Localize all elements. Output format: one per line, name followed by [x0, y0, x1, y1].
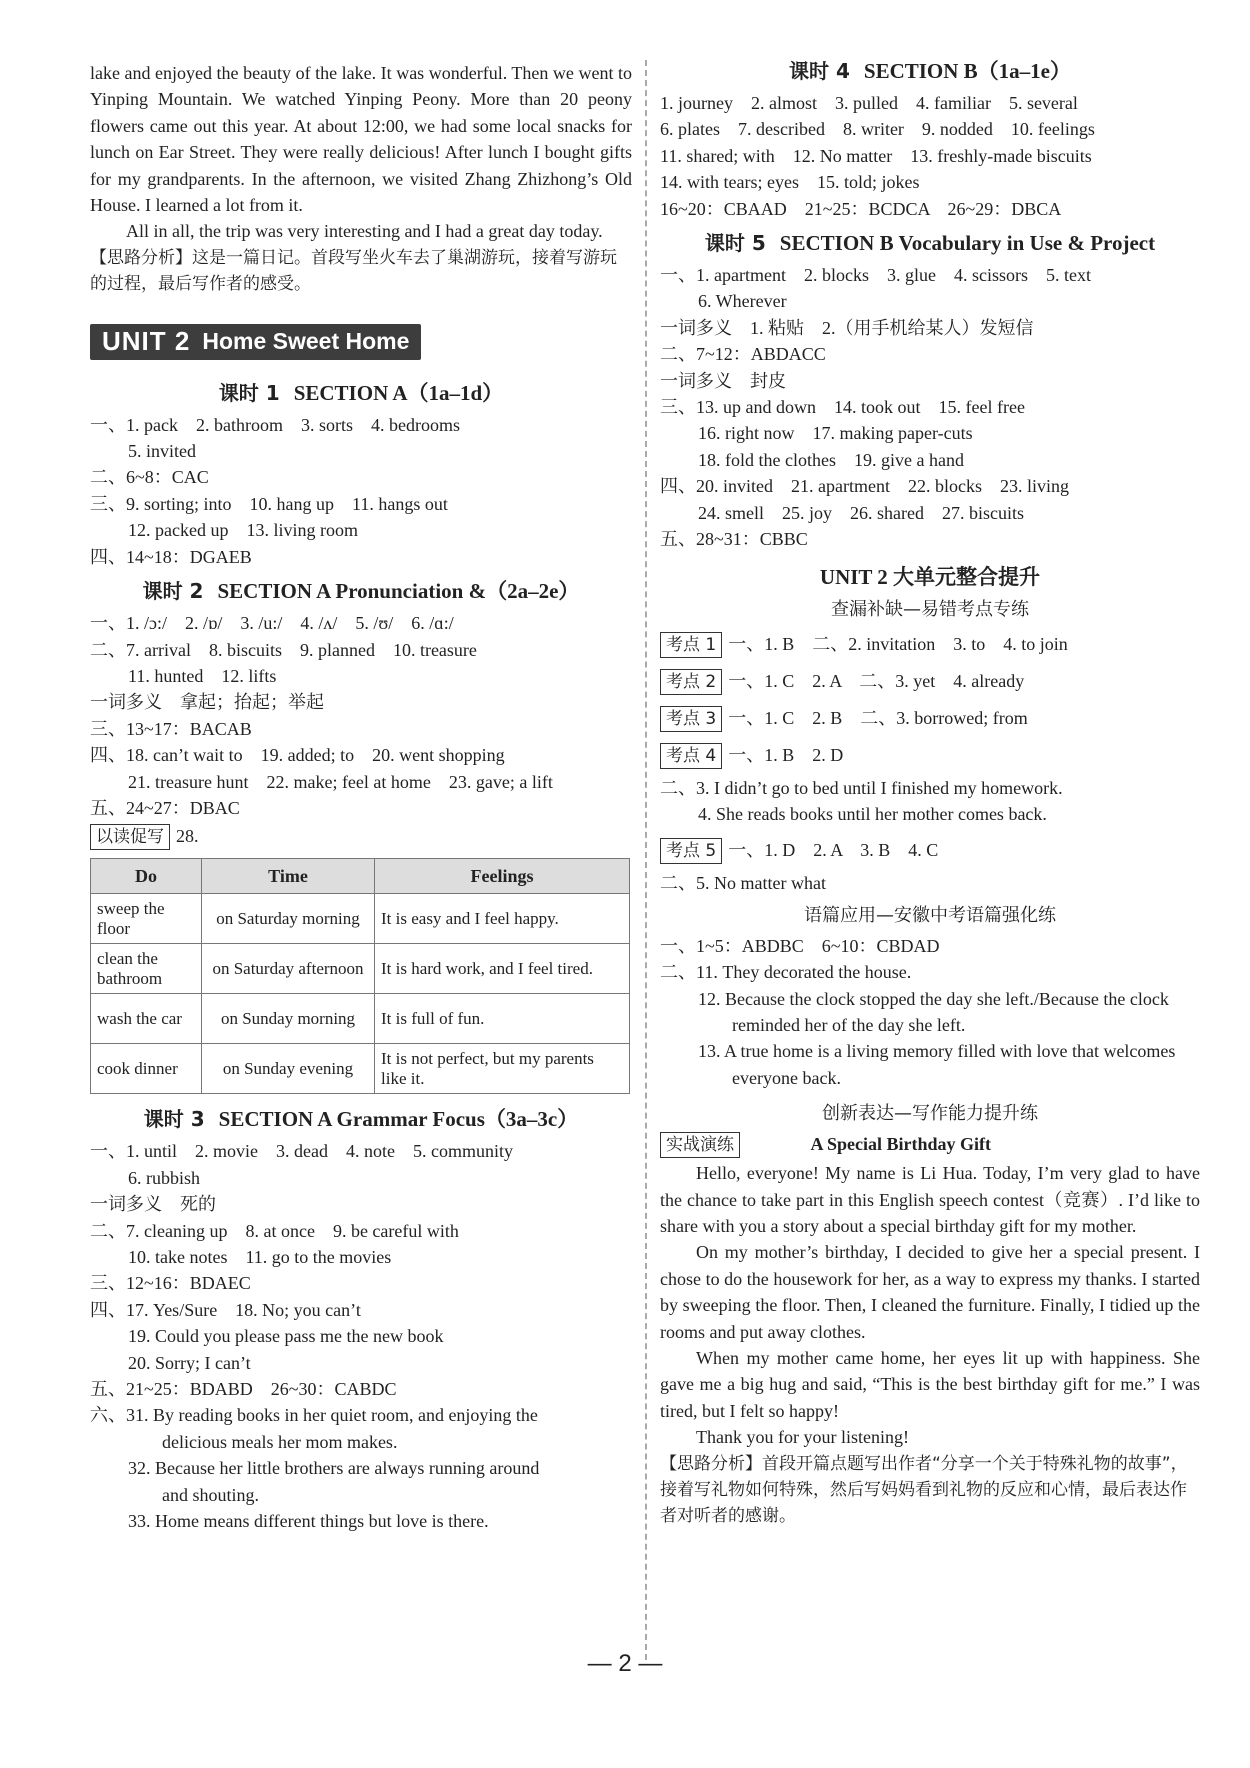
- l4-line: 1. journey 2. almost 3. pulled 4. familiar 5. several: [660, 93, 1078, 113]
- analysis-note: 【思路分析】这是一篇日记。首段写坐火车去了巢湖游玩，接着写游玩的过程，最后写作者的感受。: [90, 247, 617, 295]
- l5-line: 16. right now 17. making paper-cuts: [698, 423, 973, 444]
- table-cell: cook dinner: [91, 1044, 202, 1094]
- l3-line: 五、21~25：BDABD 26~30：CABDC: [90, 1379, 397, 1399]
- l1-line: 三、9. sorting; into 10. hang up 11. hangs out: [90, 493, 448, 514]
- l3-line: 10. take notes 11. go to the movies: [128, 1246, 392, 1267]
- lesson-5-number: 课时 5: [704, 231, 766, 256]
- l5-line: 一、1. apartment 2. blocks 3. glue 4. scissors 5. text: [660, 265, 1091, 286]
- l3-line: 四、17. Yes/Sure 18. No; you can’t: [90, 1299, 361, 1320]
- l4-line: 16~20：CBAAD 21~25：BCDCA 26~29：DBCA: [660, 198, 1062, 219]
- l3-line: 三、12~16：BDAEC: [90, 1273, 251, 1294]
- lesson-3-number: 课时 3: [143, 1107, 205, 1132]
- integration-subtitle-1: 查漏补缺—易错考点专练: [831, 598, 1029, 620]
- l4-line: 11. shared; with 12. No matter 13. freshly-made biscuits: [660, 145, 1092, 166]
- page-number: — 2 —: [587, 1650, 663, 1677]
- table-header: Do: [91, 859, 202, 894]
- kaodian-answer: 一、1. B 2. D: [728, 744, 844, 765]
- l1-line: 5. invited: [128, 441, 196, 462]
- l1-line: 一、1. pack 2. bathroom 3. sorts 4. bedrooms: [90, 414, 460, 435]
- l3-line: 一、1. until 2. movie 3. dead 4. note 5. community: [90, 1141, 513, 1162]
- l2-line: 一、1. /ɔ:/ 2. /ɒ/ 3. /u:/ 4. /ʌ/ 5. /ʊ/ 6. /ɑ:/: [90, 613, 454, 634]
- table-cell: on Sunday evening: [202, 1044, 375, 1094]
- table-cell: on Saturday afternoon: [202, 944, 375, 994]
- table-header: Feelings: [375, 859, 630, 894]
- essay-title: A Special Birthday Gift: [810, 1134, 992, 1155]
- lesson-2-section: SECTION A Pronunciation &（2a–2e）: [217, 579, 580, 604]
- kaodian-1: [660, 631, 1200, 658]
- kaodian-3: [660, 705, 1200, 732]
- lesson-4-title: [660, 56, 1200, 86]
- lesson-4-section: SECTION B（1a–1e）: [863, 59, 1071, 83]
- practice-label: 实战演练: [660, 1132, 740, 1158]
- table-row: [91, 1044, 630, 1094]
- unit-banner: [90, 324, 421, 360]
- integration-title: UNIT 2 大单元整合提升: [819, 564, 1041, 589]
- kaodian-label: 考点 1: [660, 632, 722, 658]
- l2-line: 五、24~27：DBAC: [90, 797, 240, 818]
- chores-table: [90, 858, 630, 1094]
- l3-q31-cont: delicious meals her mom makes.: [162, 1431, 398, 1452]
- l3-q32: 32. Because her little brothers are always running around: [128, 1458, 540, 1479]
- analysis-note: 【思路分析】首段开篇点题写出作者“分享一个关于特殊礼物的故事”，接着写礼物如何特殊，然后写妈妈看到礼物的反应和心情，最后表达作者对听者的感谢。: [660, 1453, 1188, 1527]
- integration-subtitle-3: 创新表达—写作能力提升练: [822, 1103, 1038, 1125]
- l2-line: 21. treasure hunt 22. make; feel at home 23. gave; a lift: [128, 771, 553, 792]
- l5-line: 一词多义 1. 粘贴 2.（用手机给某人）发短信: [660, 317, 1034, 338]
- kaodian-5-line: 二、5. No matter what: [660, 873, 826, 894]
- table-header-row: [91, 859, 630, 894]
- table-row: [91, 994, 630, 1044]
- lesson-2-number: 课时 2: [142, 579, 204, 604]
- kaodian-2: [660, 668, 1200, 695]
- kaodian-label: 考点 3: [660, 706, 722, 732]
- l4-line: 6. plates 7. described 8. writer 9. nodded 10. feelings: [660, 119, 1095, 140]
- table-row: [91, 894, 630, 944]
- yp-line: 二、11. They decorated the house.: [660, 962, 912, 983]
- table-cell: It is hard work, and I feel tired.: [375, 944, 630, 994]
- kaodian-answer: 一、1. C 2. B 二、3. borrowed; from: [728, 707, 1028, 728]
- table-cell: It is not perfect, but my parents like it.: [375, 1044, 630, 1094]
- l4-line: 14. with tears; eyes 15. told; jokes: [660, 172, 920, 193]
- table-cell: on Saturday morning: [202, 894, 375, 944]
- column-divider: [645, 60, 647, 1660]
- lesson-5-title: [660, 228, 1200, 258]
- diary-paragraph-1: lake and enjoyed the beauty of the lake. It was wonderful. Then we went to Yinping Mountain. We watched Yinping Peony. More than 20 peony flowers came out this year. At about 12:00, we had some local snacks for lunch on Ear Street. They were really delicious! After lunch I bought gifts for my grandparents. In the afternoon, we visited Zhang Zhizhong’s Old House. I learned a lot from it.: [90, 63, 632, 216]
- l3-line: 二、7. cleaning up 8. at once 9. be careful with: [90, 1220, 459, 1241]
- l5-line: 6. Wherever: [698, 291, 787, 312]
- l5-line: 五、28~31：CBBC: [660, 529, 808, 550]
- essay-paragraph: Hello, everyone! My name is Li Hua. Today, I’m very glad to have the chance to take part in this English speech contest（竞赛）. I’d like to share with you a story about a special birthday gift for my mother.: [660, 1163, 1200, 1236]
- l5-line: 二、7~12：ABDACC: [660, 344, 826, 365]
- lesson-3-section: SECTION A Grammar Focus（3a–3c）: [218, 1107, 579, 1132]
- lesson-2-title: [90, 576, 632, 606]
- l3-q31: 六、31. By reading books in her quiet room, and enjoying the: [90, 1405, 538, 1426]
- essay-paragraph: Thank you for your listening!: [696, 1427, 909, 1448]
- essay-paragraph: When my mother came home, her eyes lit up with happiness. She gave me a big hug and said, “This is the best birthday gift for me.” I was tired, but I felt so happy!: [660, 1348, 1200, 1421]
- kaodian-4: [660, 742, 1200, 769]
- yp-line: 一、1~5：ABDBC 6~10：CBDAD: [660, 935, 940, 956]
- l1-line: 12. packed up 13. living room: [128, 520, 358, 541]
- kaodian-label: 考点 5: [660, 838, 722, 864]
- yp-line-13: 13. A true home is a living memory filled with love that welcomes everyone back.: [698, 1041, 1176, 1088]
- l3-q33: 33. Home means different things but love is there.: [128, 1511, 489, 1532]
- kaodian-answer: 一、1. B 二、2. invitation 3. to 4. to join: [728, 633, 1068, 654]
- kaodian-answer: 一、1. D 2. A 3. B 4. C: [728, 840, 939, 861]
- l5-line: 四、20. invited 21. apartment 22. blocks 23. living: [660, 476, 1069, 497]
- left-column: [90, 60, 632, 1534]
- l1-line: 四、14~18：DGAEB: [90, 546, 252, 567]
- l3-line: 一词多义 死的: [90, 1194, 216, 1215]
- l3-line: 20. Sorry; I can’t: [128, 1352, 251, 1373]
- table-cell: sweep the floor: [91, 894, 202, 944]
- l3-q32-cont: and shouting.: [162, 1484, 259, 1505]
- l5-line: 一词多义 封皮: [660, 370, 786, 391]
- yp-line-12: 12. Because the clock stopped the day she left./Because the clock reminded her of the day she left.: [698, 988, 1169, 1035]
- table-cell: clean the bathroom: [91, 944, 202, 994]
- l3-line: 19. Could you please pass me the new book: [128, 1326, 444, 1347]
- lesson-5-section: SECTION B Vocabulary in Use & Project: [779, 231, 1156, 256]
- kaodian-5: [660, 837, 1200, 864]
- l5-line: 三、13. up and down 14. took out 15. feel free: [660, 397, 1025, 418]
- l2-line: 二、7. arrival 8. biscuits 9. planned 10. treasure: [90, 639, 477, 660]
- l3-line: 6. rubbish: [128, 1167, 200, 1188]
- diary-paragraph-2: All in all, the trip was very interesting and I had a great day today.: [126, 221, 603, 242]
- essay-header: [660, 1131, 1200, 1158]
- read-to-write: [90, 823, 632, 850]
- table-cell: wash the car: [91, 994, 202, 1044]
- l2-line: 三、13~17：BACAB: [90, 718, 252, 739]
- kaodian-4-line: 二、3. I didn’t go to bed until I finished my homework.: [660, 777, 1063, 798]
- l5-line: 18. fold the clothes 19. give a hand: [698, 449, 964, 470]
- table-row: [91, 944, 630, 994]
- table-cell: It is easy and I feel happy.: [375, 894, 630, 944]
- table-header: Time: [202, 859, 375, 894]
- table-cell: on Sunday morning: [202, 994, 375, 1044]
- l2-line: 11. hunted 12. lifts: [128, 665, 277, 686]
- l2-line: 四、18. can’t wait to 19. added; to 20. went shopping: [90, 745, 505, 766]
- unit-label: UNIT 2: [102, 326, 191, 357]
- l2-line: 一词多义 拿起；抬起；举起: [90, 692, 324, 713]
- kaodian-answer: 一、1. C 2. A 二、3. yet 4. already: [728, 670, 1025, 691]
- unit-title: Home Sweet Home: [202, 328, 410, 355]
- read-to-write-label: 以读促写: [90, 824, 170, 850]
- right-column: [660, 60, 1200, 1530]
- lesson-1-section: SECTION A（1a–1d）: [293, 380, 504, 405]
- lesson-1-title: [90, 378, 632, 408]
- l5-line: 24. smell 25. joy 26. shared 27. biscuits: [698, 502, 1024, 523]
- lesson-1-number: 课时 1: [218, 380, 280, 405]
- kaodian-label: 考点 4: [660, 743, 722, 769]
- kaodian-4-line: 4. She reads books until her mother comes back.: [698, 803, 1047, 824]
- l1-line: 二、6~8：CAC: [90, 467, 209, 488]
- table-cell: It is full of fun.: [375, 994, 630, 1044]
- lesson-4-number: 课时 4: [789, 59, 850, 83]
- read-to-write-number: 28.: [176, 826, 199, 847]
- essay-paragraph: On my mother’s birthday, I decided to give her a special present. I chose to do the housework for her, as a way to express my thanks. I started by sweeping the floor. Then, I cleaned the furniture. Finally, I tidied up the rooms and put away clothes.: [660, 1242, 1200, 1342]
- lesson-3-title: [90, 1104, 632, 1134]
- integration-subtitle-2: 语篇应用—安徽中考语篇强化练: [804, 904, 1056, 926]
- kaodian-label: 考点 2: [660, 669, 722, 695]
